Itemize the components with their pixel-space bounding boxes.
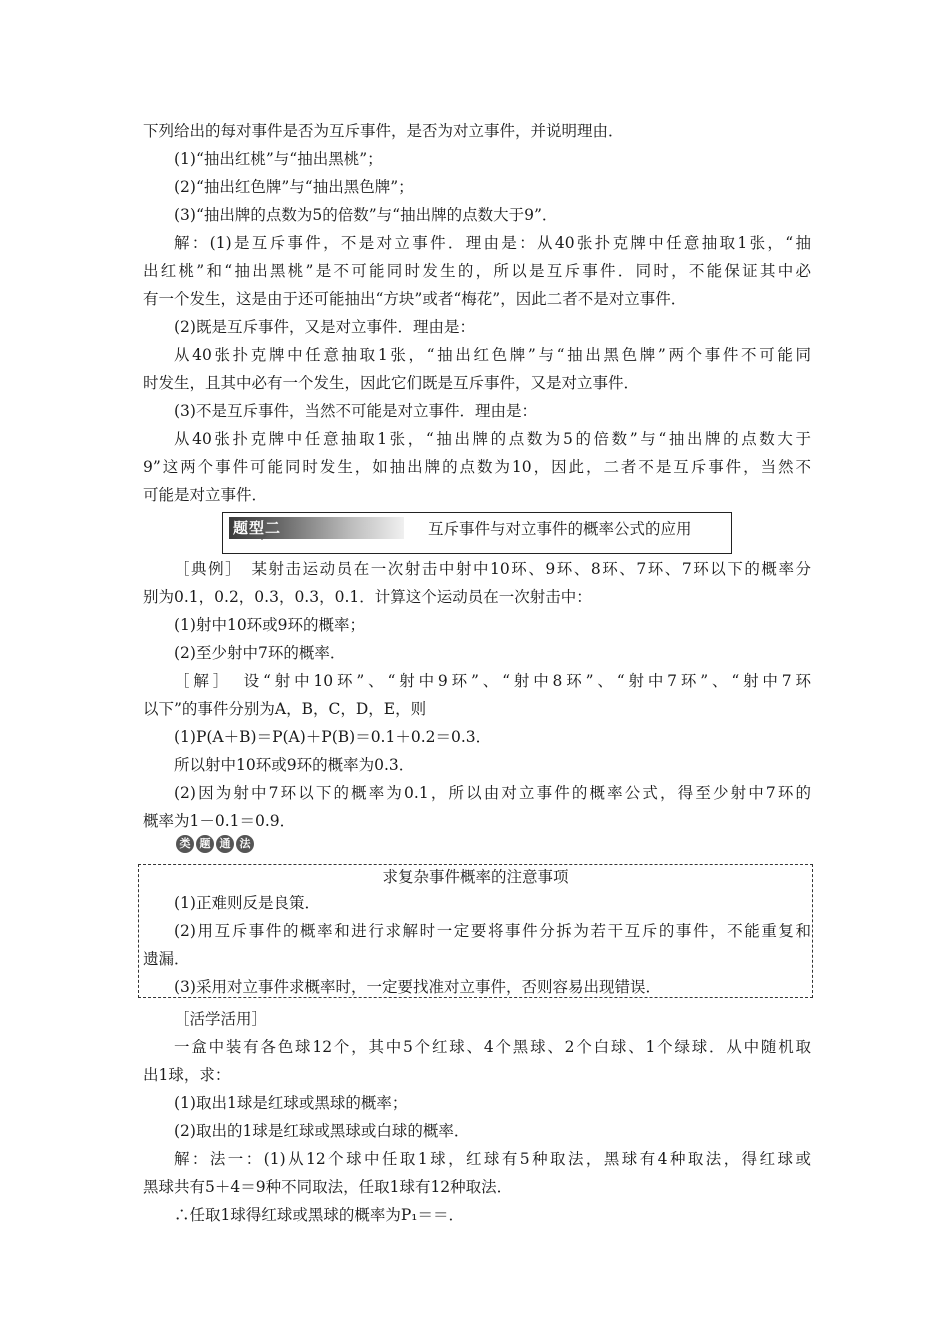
section-tag-label: 题型二 bbox=[233, 519, 282, 537]
summary-item: (3)采用对立事件求概率时，一定要找准对立事件，否则容易出现错误． bbox=[174, 978, 661, 996]
problem-item-2: (2)“抽出红色牌”与“抽出黑色牌”； bbox=[174, 178, 414, 196]
badge-char: 类 bbox=[176, 835, 194, 853]
example-line: ［解］ 设“射中10环”、“射中9环”、“射中8环”、“射中7环”、“射中7环 bbox=[174, 672, 811, 690]
practice-line: ∴任取1球得红球或黑球的概率为P₁＝＝． bbox=[174, 1206, 465, 1224]
example-line: (1)P(A＋B)＝P(A)＋P(B)＝0.1＋0.2＝0.3． bbox=[174, 728, 492, 746]
summary-item: (1)正难则反是良策． bbox=[174, 894, 320, 912]
section-title: 互斥事件与对立事件的概率公式的应用 bbox=[428, 520, 692, 538]
summary-box-title: 求复杂事件概率的注意事项 bbox=[382, 868, 569, 886]
solution-line: 可能是对立事件． bbox=[143, 486, 268, 504]
practice-heading: ［活学活用］ bbox=[174, 1010, 268, 1028]
tag-notch-icon bbox=[257, 535, 267, 540]
section-heading bbox=[222, 512, 732, 554]
example-line: (1)射中10环或9环的概率； bbox=[174, 616, 366, 634]
solution-line: 从40张扑克牌中任意抽取1张，“抽出牌的点数为5的倍数”与“抽出牌的点数大于 bbox=[174, 430, 811, 448]
example-line: ［典例］ 某射击运动员在一次射击中射中10环、9环、8环、7环、7环以下的概率分 bbox=[174, 560, 811, 578]
solution-line: 有一个发生，这是由于还可能抽出“方块”或者“梅花”，因此二者不是对立事件． bbox=[143, 290, 687, 308]
badge-char: 通 bbox=[216, 835, 234, 853]
solution-line: 从40张扑克牌中任意抽取1张，“抽出红色牌”与“抽出黑色牌”两个事件不可能同 bbox=[174, 346, 811, 364]
section-tag bbox=[229, 517, 404, 539]
example-line: 别为0.1，0.2，0.3，0.3，0.1．计算这个运动员在一次射击中： bbox=[143, 588, 592, 606]
badge-char: 法 bbox=[236, 835, 254, 853]
example-line: 以下”的事件分别为A，B，C，D，E，则 bbox=[143, 700, 427, 718]
solution-line: 出红桃”和“抽出黑桃”是不可能同时发生的，所以是互斥事件．同时，不能保证其中必 bbox=[143, 262, 811, 280]
solution-line: (3)不是互斥事件，当然不可能是对立事件．理由是： bbox=[174, 402, 537, 420]
example-line: 概率为1－0.1＝0.9． bbox=[143, 812, 296, 830]
practice-line: 出1球，求： bbox=[143, 1066, 231, 1084]
practice-line: 一盒中装有各色球12个，其中5个红球、4个黑球、2个白球、1个绿球．从中随机取 bbox=[174, 1038, 811, 1056]
solution-line: (2)既是互斥事件，又是对立事件．理由是： bbox=[174, 318, 475, 336]
summary-item: (2)用互斥事件的概率和进行求解时一定要将事件分拆为若干互斥的事件，不能重复和 bbox=[174, 922, 811, 940]
problem-item-1: (1)“抽出红桃”与“抽出黑桃”； bbox=[174, 150, 383, 168]
practice-line: 黑球共有5＋4＝9种不同取法，任取1球有12种取法． bbox=[143, 1178, 513, 1196]
example-line: 所以射中10环或9环的概率为0.3． bbox=[174, 756, 415, 774]
problem-item-3: (3)“抽出牌的点数为5的倍数”与“抽出牌的点数大于9”． bbox=[174, 206, 558, 224]
badge-char: 题 bbox=[196, 835, 214, 853]
practice-line: 解：法一：(1)从12个球中任取1球，红球有5种取法，黑球有4种取法，得红球或 bbox=[174, 1150, 811, 1168]
practice-line: (1)取出1球是红球或黑球的概率； bbox=[174, 1094, 408, 1112]
example-line: (2)因为射中7环以下的概率为0.1，所以由对立事件的概率公式，得至少射中7环的 bbox=[174, 784, 811, 802]
summary-item: 遗漏． bbox=[143, 950, 190, 968]
solution-line: 时发生，且其中必有一个发生，因此它们既是互斥事件，又是对立事件． bbox=[143, 374, 640, 392]
solution-line: 9”这两个事件可能同时发生，如抽出牌的点数为10，因此，二者不是互斥事件，当然不 bbox=[143, 458, 811, 476]
example-line: (2)至少射中7环的概率． bbox=[174, 644, 346, 662]
method-summary-badge bbox=[176, 835, 256, 855]
practice-line: (2)取出的1球是红球或黑球或白球的概率． bbox=[174, 1122, 470, 1140]
problem-statement: 下列给出的每对事件是否为互斥事件，是否为对立事件，并说明理由． bbox=[143, 122, 624, 140]
solution-line: 解：(1)是互斥事件，不是对立事件．理由是：从40张扑克牌中任意抽取1张，“抽 bbox=[174, 234, 811, 252]
